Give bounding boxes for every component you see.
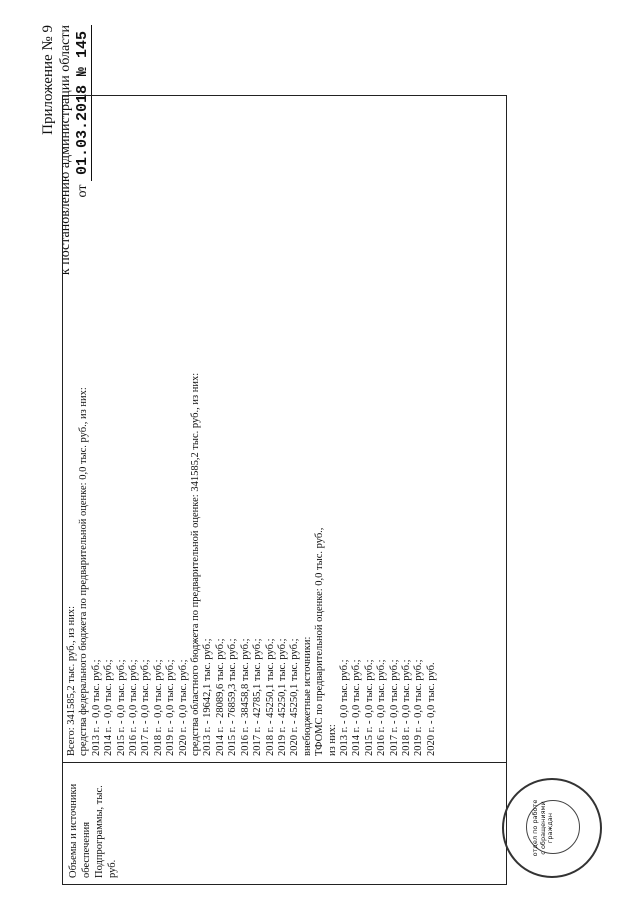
resolution-number: № 145 <box>74 31 91 77</box>
funding-line: средства областного бюджета по предварительной оценке: 341585,2 тыс. руб., из них: <box>190 372 202 756</box>
funding-line: 2017 г. - 0,0 тыс. руб.; <box>140 659 152 756</box>
funding-line: 2014 г. - 0,0 тыс. руб.; <box>103 659 115 756</box>
funding-line: 2020 г. - 0,0 тыс. руб.; <box>177 659 189 756</box>
appendix-number: Приложение № 9 <box>40 25 56 135</box>
funding-line: 2017 г. - 0,0 тыс. руб.; <box>388 659 400 756</box>
funding-line: 2013 г. - 0,0 тыс. руб.; <box>90 659 102 756</box>
funding-line: 2015 г. - 0,0 тыс. руб.; <box>115 659 127 756</box>
funding-line: Всего: 341585,2 тыс. руб., из них: <box>66 605 77 756</box>
funding-table <box>62 95 507 885</box>
funding-details-cell <box>63 96 506 762</box>
funding-line: 2014 г. - 0,0 тыс. руб.; <box>351 659 363 756</box>
funding-line: 2013 г. - 0,0 тыс. руб.; <box>338 659 350 756</box>
funding-line: 2018 г. - 0,0 тыс. руб.; <box>152 659 164 756</box>
funding-line: из них: <box>326 724 338 756</box>
funding-line: 2020 г. - 0,0 тыс. руб. <box>425 662 437 756</box>
funding-line: 2019 г. - 45250,1 тыс. руб.; <box>276 638 288 756</box>
funding-line: 2019 г. - 0,0 тыс. руб.; <box>413 659 425 756</box>
funding-line: 2013 г. - 19642,1 тыс. руб.; <box>202 638 214 756</box>
funding-line: 2019 г. - 0,0 тыс. руб.; <box>165 659 177 756</box>
funding-line: 2017 г. - 42785,1 тыс. руб.; <box>252 638 264 756</box>
funding-line: 2015 г. - 76859,3 тыс. руб.; <box>227 638 239 756</box>
funding-line: 2015 г. - 0,0 тыс. руб.; <box>363 659 375 756</box>
funding-line: средства федерального бюджета по предварительной оценке: 0,0 тыс. руб., из них: <box>78 387 90 756</box>
funding-line: 2016 г. - 38458,8 тыс. руб.; <box>239 638 251 756</box>
resolution-reference: к постановлению администрации области <box>58 25 73 276</box>
funding-line: 2018 г. - 45250,1 тыс. руб.; <box>264 638 276 756</box>
funding-line: 2020 г. - 45250,1 тыс. руб.; <box>289 638 301 756</box>
funding-line: 2014 г. - 28089,6 тыс. руб.; <box>214 638 226 756</box>
funding-line: 2018 г. - 0,0 тыс. руб.; <box>400 659 412 756</box>
funding-line: 2016 г. - 0,0 тыс. руб.; <box>128 659 140 756</box>
date-value: 01.03.2018 <box>74 85 91 176</box>
funding-line: ТФОМС по предварительной оценке: 0,0 тыс. руб., <box>314 527 326 756</box>
funding-line: внебюджетные источники: <box>301 636 313 756</box>
date-prefix: от <box>75 184 90 198</box>
official-seal <box>502 778 602 878</box>
funding-label-cell: Объемы и источники обеспечения Подпрограммы, тыс. руб. <box>63 762 506 884</box>
seal-text: отдел по работе с обращениями граждан <box>531 799 554 857</box>
funding-line: 2016 г. - 0,0 тыс. руб.; <box>376 659 388 756</box>
